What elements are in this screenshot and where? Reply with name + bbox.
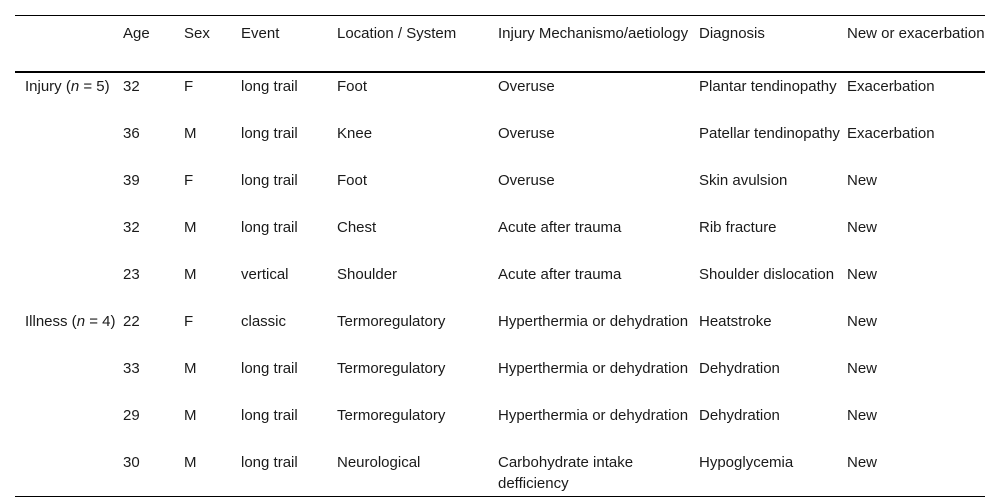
cell-location: Neurological	[337, 454, 421, 471]
group-label-cell	[15, 72, 123, 120]
cell-diagnosis: Patellar tendinopathy	[699, 125, 840, 142]
injury-illness-table	[15, 15, 985, 497]
table-row	[15, 355, 985, 402]
table-row	[15, 167, 985, 214]
cell-age: 23	[123, 266, 140, 283]
table-row	[15, 214, 985, 261]
cell-mechanism: Overuse	[498, 172, 555, 189]
group-label-empty-cell	[15, 402, 123, 449]
cell-diagnosis: Dehydration	[699, 360, 780, 377]
group-label-count: = 5)	[79, 78, 110, 95]
cell-mechanism: Overuse	[498, 125, 555, 142]
cell-age: 32	[123, 78, 140, 95]
cell-location: Termoregulatory	[337, 360, 446, 377]
group-label-count: = 4)	[85, 313, 116, 330]
cell-new-or-exacerbation: New	[847, 454, 878, 471]
table-row	[15, 120, 985, 167]
cell-event: vertical	[241, 266, 289, 283]
cell-event: long trail	[241, 78, 298, 95]
cell-age: 33	[123, 360, 140, 377]
cell-new-or-exacerbation: New	[847, 313, 878, 330]
cell-new-or-exacerbation: New	[847, 172, 878, 189]
cell-event: long trail	[241, 125, 298, 142]
cell-diagnosis: Skin avulsion	[699, 172, 788, 189]
cell-location: Termoregulatory	[337, 313, 446, 330]
cell-diagnosis: Shoulder dislocation	[699, 266, 835, 283]
cell-mechanism: Hyperthermia or dehydration	[498, 407, 689, 424]
cell-location: Knee	[337, 125, 373, 142]
table-row	[15, 308, 985, 355]
cell-mechanism: Hyperthermia or dehydration	[498, 360, 689, 377]
cell-sex: F	[184, 78, 194, 95]
header-cell-diagnosis: Diagnosis	[699, 25, 765, 42]
cell-new-or-exacerbation: New	[847, 266, 878, 283]
cell-event: long trail	[241, 360, 298, 377]
group-label-empty-cell	[15, 355, 123, 402]
cell-sex: F	[184, 313, 194, 330]
cell-sex: M	[184, 407, 197, 424]
cell-event: classic	[241, 313, 287, 330]
cell-event: long trail	[241, 407, 298, 424]
cell-mechanism: Hyperthermia or dehydration	[498, 313, 689, 330]
group-label-empty-cell	[15, 214, 123, 261]
cell-new-or-exacerbation: New	[847, 407, 878, 424]
cell-age: 22	[123, 313, 140, 330]
group-label-empty-cell	[15, 261, 123, 308]
table-body	[15, 72, 985, 497]
cell-diagnosis: Dehydration	[699, 407, 780, 424]
group-label-text: Injury (	[25, 78, 71, 95]
cell-new-or-exacerbation: New	[847, 219, 878, 236]
cell-sex: M	[184, 266, 197, 283]
header-cell-new-or-exacerbation: New or exacerbation	[847, 25, 985, 42]
table-row	[15, 72, 985, 120]
group-label-cell	[15, 308, 123, 355]
cell-location: Chest	[337, 219, 377, 236]
cell-diagnosis: Plantar tendinopathy	[699, 78, 837, 95]
cell-new-or-exacerbation: New	[847, 360, 878, 377]
cell-sex: M	[184, 125, 197, 142]
header-cell-mechanism: Injury Mechanismo/aetiology	[498, 25, 689, 42]
cell-sex: M	[184, 219, 197, 236]
cell-location: Foot	[337, 78, 368, 95]
header-cell-group	[15, 16, 123, 73]
cell-diagnosis: Rib fracture	[699, 219, 777, 236]
cell-new-or-exacerbation: Exacerbation	[847, 125, 935, 142]
cell-age: 29	[123, 407, 140, 424]
table-row	[15, 261, 985, 308]
cell-sex: F	[184, 172, 194, 189]
cell-location: Termoregulatory	[337, 407, 446, 424]
table-row	[15, 402, 985, 449]
header-cell-location: Location / System	[337, 25, 457, 42]
cell-sex: M	[184, 360, 197, 377]
cell-event: long trail	[241, 172, 298, 189]
cell-age: 32	[123, 219, 140, 236]
cell-location: Foot	[337, 172, 368, 189]
cell-age: 30	[123, 454, 140, 471]
group-label-empty-cell	[15, 120, 123, 167]
cell-diagnosis: Hypoglycemia	[699, 454, 794, 471]
cell-diagnosis: Heatstroke	[699, 313, 772, 330]
header-cell-event: Event	[241, 25, 280, 42]
cell-location: Shoulder	[337, 266, 398, 283]
header-cell-age: Age	[123, 25, 150, 42]
cell-new-or-exacerbation: Exacerbation	[847, 78, 935, 95]
header-row	[15, 16, 985, 73]
data-table-container	[15, 15, 985, 497]
cell-mechanism: Acute after trauma	[498, 219, 622, 236]
cell-mechanism: Carbohydrate intake defficiency	[498, 454, 634, 492]
group-label-n: n	[76, 313, 86, 330]
group-label-empty-cell	[15, 449, 123, 497]
cell-event: long trail	[241, 219, 298, 236]
cell-event: long trail	[241, 454, 298, 471]
header-cell-sex: Sex	[184, 25, 210, 42]
cell-age: 39	[123, 172, 140, 189]
group-label-n: n	[70, 78, 80, 95]
group-label-text: Illness (	[25, 313, 77, 330]
cell-mechanism: Overuse	[498, 78, 555, 95]
group-label-empty-cell	[15, 167, 123, 214]
table-row	[15, 449, 985, 497]
table-header	[15, 16, 985, 73]
cell-sex: M	[184, 454, 197, 471]
cell-age: 36	[123, 125, 140, 142]
cell-mechanism: Acute after trauma	[498, 266, 622, 283]
